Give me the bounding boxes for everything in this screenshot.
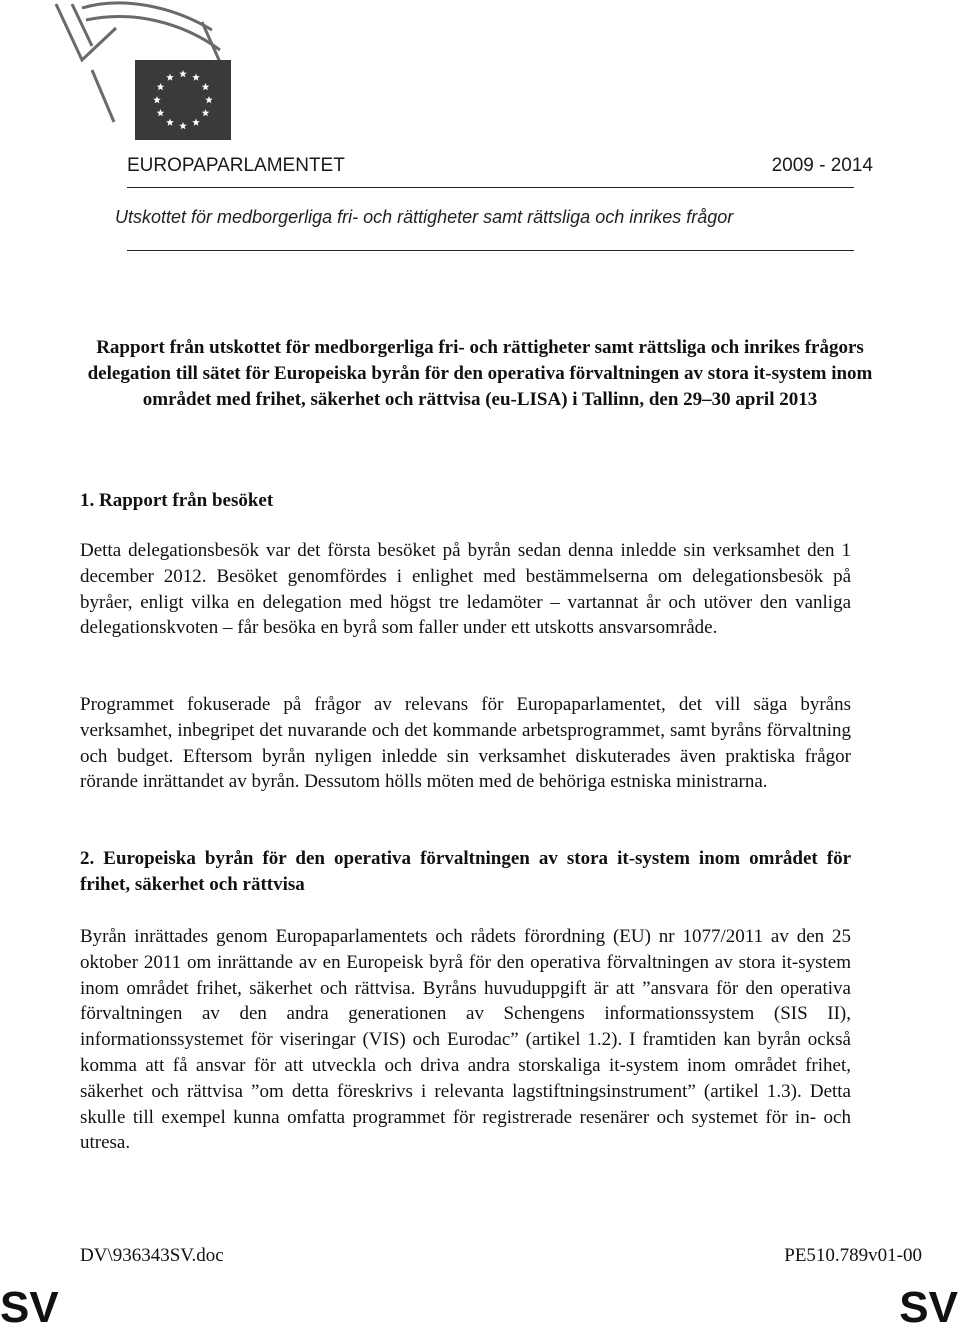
document-reference: DV\936343SV.doc <box>80 1245 224 1266</box>
language-code-left: SV <box>0 1283 59 1332</box>
section-2-paragraph-1: Byrån inrättades genom Europaparlamentets och rådets förordning (EU) nr 1077/2011 av den 25 oktober 2011 om inrättande av en Europeisk byrå för den operativa förvaltningen av stora it-system inom området frihet, säkerhet och rättvisa. Byråns huvuduppgift är att ”ansvara för den operativa förvaltningen av den andra generationen av Schengens informationssystem (SIS II), informationssystemet för viseringar (VIS) och Eurodac” (artikel 1.2). I framtiden kan byrån också komma att få ansvar för att utveckla och driva andra storskaliga it-system inom området frihet, säkerhet och rättvisa ”om detta föreskrivs i relevanta lagstiftningsinstrument” (artikel 1.3). Detta skulle till exempel kunna omfatta programmet för registrerade resenärer och systemet för in- och utresa. <box>80 926 851 1154</box>
header-divider <box>127 187 854 188</box>
pe-reference: PE510.789v01-00 <box>784 1245 922 1266</box>
section-2-heading: 2. Europeiska byrån för den operativa förvaltningen av stora it-system inom området för frihet, säkerhet och rättvisa <box>80 848 851 895</box>
european-parliament-logo-icon <box>52 0 262 150</box>
committee-name: Utskottet för medborgerliga fri- och rättigheter samt rättsliga och inrikes frågor <box>115 207 734 227</box>
committee-divider <box>127 250 854 251</box>
section-1-paragraph-1: Detta delegationsbesök var det första besöket på byrån sedan denna inledde sin verksamhet den 1 december 2012. Besöket genomfördes i enlighet med bestämmelserna om delegationsbesök på byråer, enligt vilka en delegation med högst tre ledamöter – vartannat år och utöver den vanliga delegationskvoten – får besöka en byrå som faller under ett utskotts ansvarsområde. <box>80 540 851 639</box>
parliamentary-term: 2009 - 2014 <box>771 155 873 176</box>
section-1-paragraph-2: Programmet fokuserade på frågor av relevans för Europaparlamentet, det vill säga byråns verksamhet, inbegripet det nuvarande och det kommande arbetsprogrammet, samt byråns förvaltning och budget. Eftersom byrån nyligen inledde sin verksamhet diskuterades även praktiska frågor rörande inrättandet av byrån. Dessutom hölls möten med de behöriga estniska ministrarna. <box>80 694 851 793</box>
institution-name: EUROPAPARLAMENTET <box>127 155 345 176</box>
section-1-heading: 1. Rapport från besöket <box>80 490 274 511</box>
report-title: Rapport från utskottet för medborgerliga fri- och rättigheter samt rättsliga och inrikes frågors delegation till sätet för Europeiska byrån för den operativa förvaltningen av stora it-system inom området med frihet, säkerhet och rättvisa (eu-LISA) i Tallinn, den 29–30 april 2013 <box>87 337 873 410</box>
language-code-right: SV <box>899 1283 958 1332</box>
